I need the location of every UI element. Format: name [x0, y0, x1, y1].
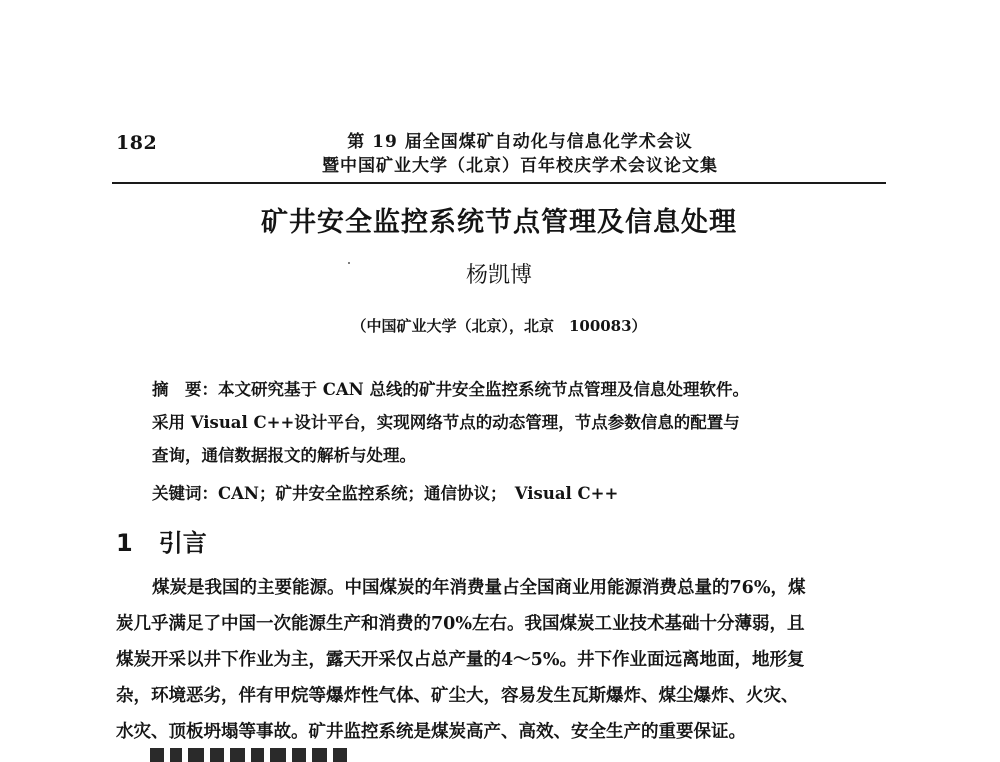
conference-title-line-1: 第 19 届全国煤矿自动化与信息化学术会议 — [347, 132, 693, 152]
abstract-line-2: 采用 Visual C++设计平台，实现网络节点的动态管理，节点参数信息的配置与 — [152, 413, 740, 432]
body-line-2: 炭几乎满足了中国一次能源生产和消费的70%左右。我国煤炭工业技术基础十分薄弱，且 — [116, 614, 805, 634]
header-divider — [112, 182, 886, 184]
body-line-3: 煤炭开采以井下作业为主，露天开采仅占总产量的4～5%。井下作业面远离地面，地形复 — [116, 650, 805, 670]
running-header — [240, 130, 800, 178]
abstract — [152, 373, 872, 472]
author-affiliation: （中国矿业大学（北京），北京 100083） — [351, 317, 647, 335]
author-name: 杨凯博 — [465, 263, 532, 288]
conference-title-line-2: 暨中国矿业大学（北京）百年校庆学术会议论文集 — [322, 156, 718, 176]
abstract-label: 摘 要： — [152, 380, 218, 399]
paper-title: 矿井安全监控系统节点管理及信息处理 — [261, 207, 737, 238]
section-heading — [116, 523, 207, 558]
section-title: 引言 — [158, 529, 207, 557]
body-line-5: 水灾、顶板坍塌等事故。矿井监控系统是煤炭高产、高效、安全生产的重要保证。 — [116, 722, 746, 742]
keywords-text: CAN；矿井安全监控系统；通信协议； Visual C++ — [218, 484, 619, 503]
page-number: 182 — [116, 132, 158, 154]
body-line-1: 煤炭是我国的主要能源。中国煤炭的年消费量占全国商业用能源消费总量的76%，煤 — [152, 578, 806, 598]
section-number: 1 — [116, 529, 133, 557]
body-paragraph — [116, 570, 886, 750]
keywords — [152, 480, 872, 504]
body-line-4: 杂，环境恶劣，伴有甲烷等爆炸性气体、矿尘大，容易发生瓦斯爆炸、煤尘爆炸、火灾、 — [116, 686, 799, 706]
abstract-text-1: 本文研究基于 CAN 总线的矿井安全监控系统节点管理及信息处理软件。 — [218, 380, 750, 399]
abstract-line-1 — [152, 373, 872, 406]
abstract-line-3: 查询，通信数据报文的解析与处理。 — [152, 446, 416, 465]
keywords-label: 关键词： — [152, 484, 218, 503]
